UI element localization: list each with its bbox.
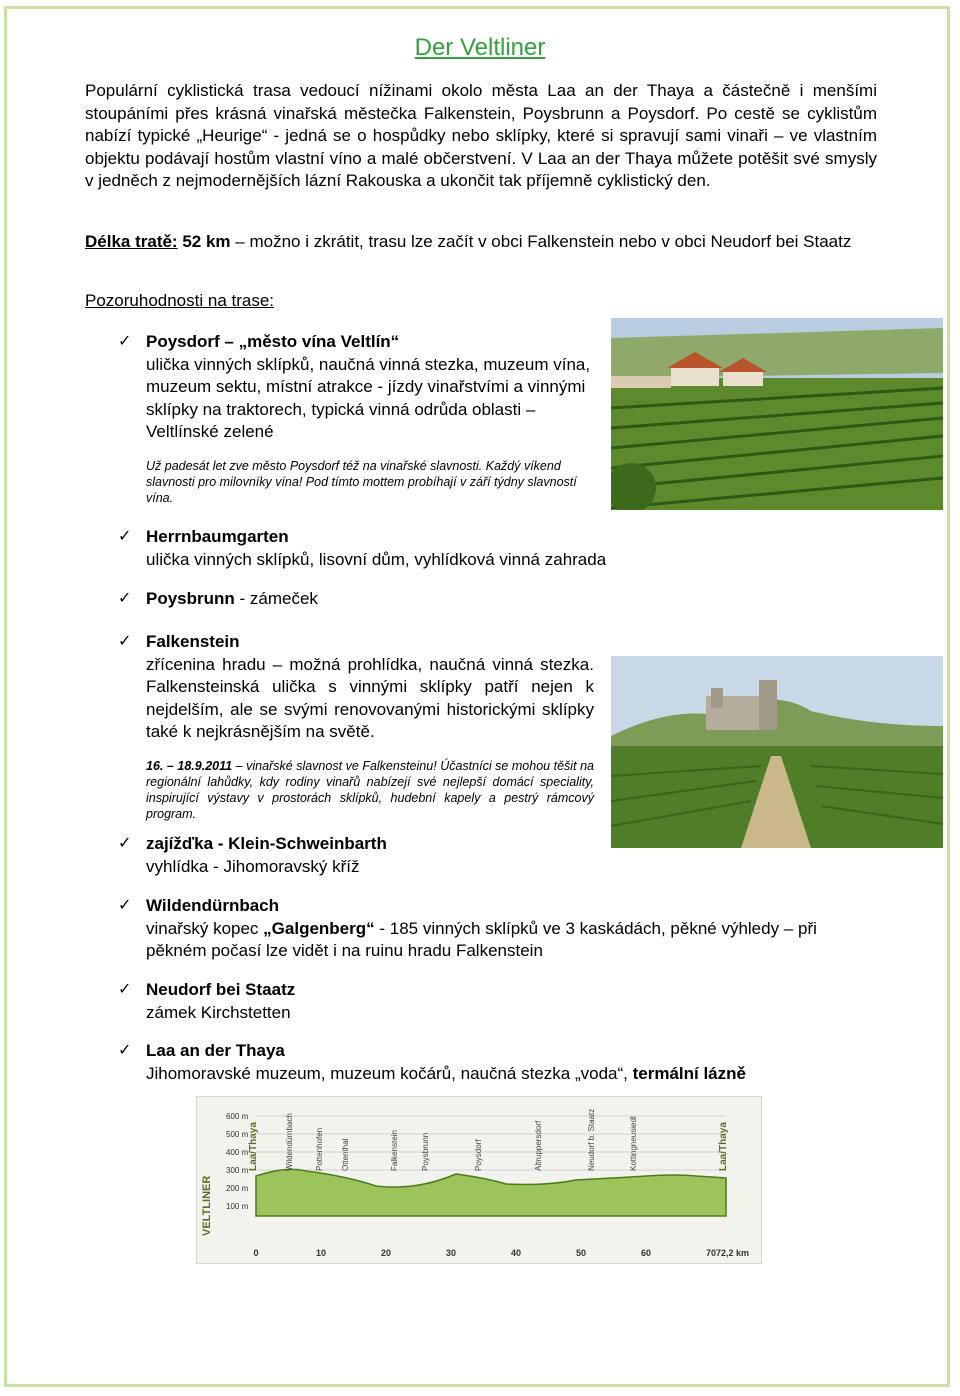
profile-end-km: 72,2 km xyxy=(716,1248,750,1258)
place-label: Altruppersdorf xyxy=(534,1120,543,1171)
place-label: Poysbrunn xyxy=(421,1132,430,1171)
body-c: - 185 vinných sklípků ve 3 kaskádách, pěkné výhledy – při pěkném počasí lze vidět i na ruinu hradu Falkenstein xyxy=(146,918,817,960)
length-text: – možno i zkrátit, trasu lze začít v obci Falkenstein nebo v obci Neudorf bei Staatz xyxy=(235,232,852,251)
note-text: – vinařské slavnost ve Falkensteinu! Účastníci se mohou těšit na regionální lahůdky, kdy rodiny vinařů nabízejí své nejlepší domácí speciality, inspirující výstavy v prostorách sklípků, hudební kapely a pestrý rámcový program. xyxy=(146,758,594,821)
y-tick-label: 600 m xyxy=(226,1112,249,1121)
y-tick-label: 400 m xyxy=(226,1148,249,1157)
x-tick-label: 0 xyxy=(253,1248,259,1258)
item-body: ulička vinných sklípků, lisovní dům, vyhlídková vinná zahrada xyxy=(146,549,607,569)
castle-photo xyxy=(611,656,943,848)
place-label: Laa/Thaya xyxy=(718,1122,729,1171)
checkmark-icon: ✓ xyxy=(118,528,132,545)
route-length xyxy=(85,231,877,254)
checkmark-icon: ✓ xyxy=(118,897,132,914)
item-head: Poysdorf – „město vína Veltlín“ xyxy=(146,332,400,351)
item-head: Falkenstein xyxy=(146,632,240,651)
checkmark-icon: ✓ xyxy=(118,981,132,998)
item-body: zámek Kirchstetten xyxy=(146,1002,291,1022)
item-body xyxy=(146,1063,870,1086)
checkmark-icon: ✓ xyxy=(118,333,132,350)
place-label: Neudorf b. Staatz xyxy=(587,1108,596,1171)
x-tick-label: 60 xyxy=(640,1248,652,1258)
item-note: Už padesát let zve město Poysdorf též na vinařské slavnosti. Každý víkend slavnosti pro milovníky vína! Pod tímto mottem probíhají v září týdny slavností vína. xyxy=(146,458,577,505)
item-body: vyhlídka - Jihomoravský kříž xyxy=(146,856,360,876)
list-item-herrnbaumgarten xyxy=(118,526,838,571)
item-head: Herrnbaumgarten xyxy=(146,527,289,546)
item-body xyxy=(146,918,870,963)
list-item-poysdorf xyxy=(118,331,598,506)
checkmark-icon: ✓ xyxy=(118,835,132,852)
item-body: ulička vinných sklípků, naučná vinná stezka, muzeum vína, muzeum sektu, místní atrakce - jízdy vinařstvími a vinnými sklípky na traktorech, typická vinná odrůda oblasti – Veltlínské zelené xyxy=(146,354,591,441)
length-label: Délka tratě: xyxy=(85,232,178,251)
checkmark-icon: ✓ xyxy=(118,590,132,607)
y-tick-label: 200 m xyxy=(226,1184,249,1193)
termal-spa: termální lázně xyxy=(632,1063,746,1083)
place-label: Laa/Thaya xyxy=(248,1122,259,1171)
x-tick-label: 70 xyxy=(705,1248,717,1258)
checkmark-icon: ✓ xyxy=(118,633,132,650)
list-item-wildendurnbach xyxy=(118,895,870,963)
list-item-laa xyxy=(118,1040,870,1085)
place-label: Poysdorf xyxy=(474,1139,483,1171)
item-rest: - zámeček xyxy=(234,589,318,608)
sights-heading: Pozoruhodnosti na trase: xyxy=(85,291,275,310)
length-value: 52 km xyxy=(182,232,231,251)
note-date: 16. – 18.9.2011 xyxy=(146,758,233,773)
vineyard-photo xyxy=(611,318,943,510)
y-tick-label: 300 m xyxy=(226,1166,249,1175)
x-tick-label: 10 xyxy=(315,1248,327,1258)
checkmark-icon: ✓ xyxy=(118,1042,132,1059)
place-label: Ottenthal xyxy=(341,1138,350,1171)
list-item-falkenstein xyxy=(118,631,596,822)
place-label: Kottingneusiedl xyxy=(629,1116,638,1171)
place-label: Wildendürnbach xyxy=(285,1113,294,1171)
item-note xyxy=(146,758,594,822)
place-label: Pottenhofen xyxy=(315,1127,324,1171)
item-head: Laa an der Thaya xyxy=(146,1041,285,1060)
y-tick-label: 100 m xyxy=(226,1202,249,1211)
profile-side-label: VELTLINER xyxy=(201,1175,213,1236)
page-title: Der Veltliner xyxy=(414,34,546,61)
item-head: Poysbrunn xyxy=(146,589,235,608)
x-tick-label: 40 xyxy=(510,1248,522,1258)
y-tick-label: 500 m xyxy=(226,1130,249,1139)
elevation-profile xyxy=(196,1096,762,1264)
item-head: Neudorf bei Staatz xyxy=(146,980,296,999)
x-tick-label: 50 xyxy=(575,1248,587,1258)
galgenberg: „Galgenberg“ xyxy=(263,918,375,938)
body-a: Jihomoravské muzeum, muzeum kočárů, naučná stezka „voda“, xyxy=(146,1063,633,1083)
item-head: zajížďka - Klein-Schweinbarth xyxy=(146,834,387,853)
intro-paragraph: Populární cyklistická trasa vedoucí nížinami okolo města Laa an der Thaya a částečně i menšími stoupáními přes krásná vinařská městečka Falkenstein, Poysbrunn a Poysdorf. Po cestě se cyklistům nabízí typické „Heurige“ - jedná se o hospůdky nebo sklípky, které si spravují sami vinaři – ve vlastním objektu podávají hostům vlastní víno a malé občerstvení. V Laa an der Thaya můžete potěšit své smysly v jedněch z nejmodernějších lázní Rakouska a ukončit tak příjemně cyklistický den. xyxy=(85,81,877,190)
x-tick-label: 20 xyxy=(380,1248,392,1258)
list-item-klein-schweinbarth xyxy=(118,833,838,878)
place-label: Falkenstein xyxy=(390,1130,399,1171)
item-head: Wildendürnbach xyxy=(146,896,280,915)
body-a: vinařský kopec xyxy=(146,918,264,938)
x-tick-label: 30 xyxy=(445,1248,457,1258)
list-item-poysbrunn xyxy=(118,588,838,611)
list-item-neudorf xyxy=(118,979,838,1024)
item-body: zřícenina hradu – možná prohlídka, naučná vinná stezka. Falkensteinská ulička s vinnými sklípky patří nejen k nejdelším, ale se svými renovovanými historickými sklípky také k nejkrásnějším na světě. xyxy=(146,654,594,741)
